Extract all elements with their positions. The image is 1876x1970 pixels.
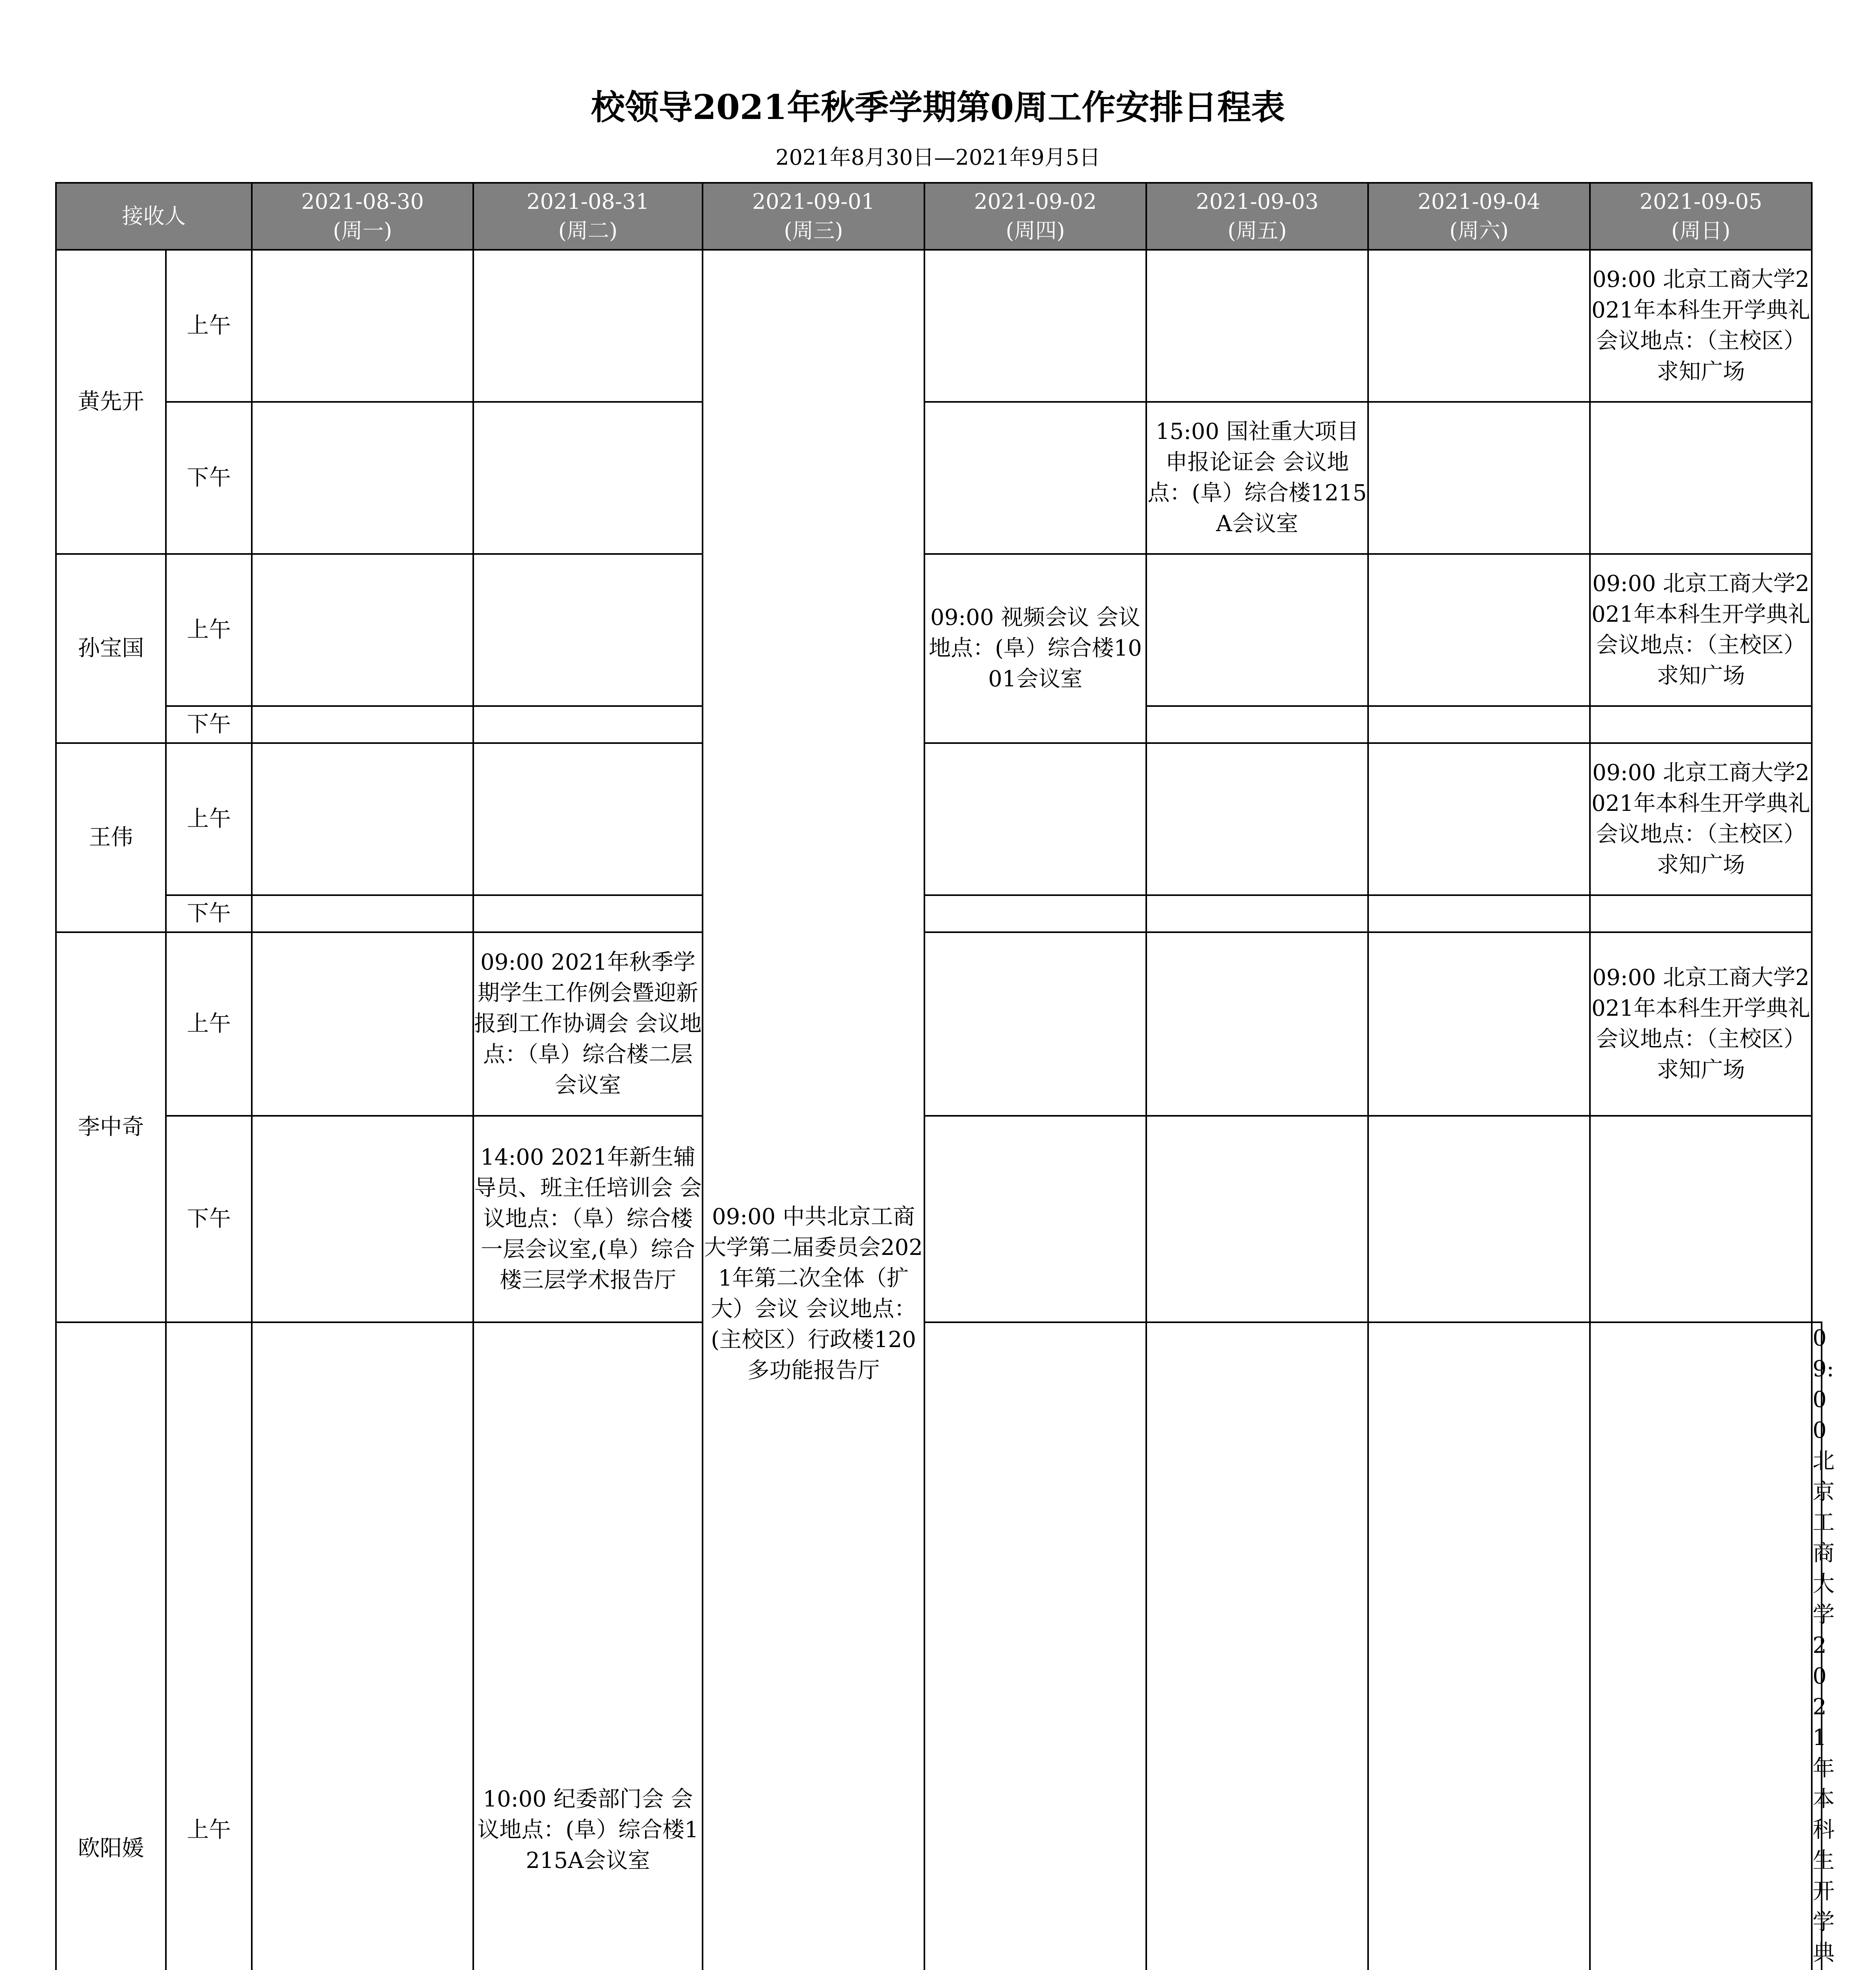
empty-cell [1146, 706, 1368, 743]
event-cell: 09:00 北京工商大学2021年本科生开学典礼 会议地点：（主校区）求知广场 [1590, 932, 1812, 1116]
schedule-row [56, 1116, 1822, 1322]
empty-cell [252, 932, 473, 1116]
event-cell: 15:00 国社重大项目申报论证会 会议地点：(阜）综合楼1215A会议室 [1146, 402, 1368, 554]
period-am: 上午 [166, 932, 252, 1116]
empty-cell [1590, 402, 1812, 554]
schedule-table [55, 182, 1835, 1970]
empty-cell [1146, 1116, 1368, 1322]
day-header: 2021-09-01 (周三) [703, 183, 924, 250]
empty-cell [1368, 932, 1590, 1116]
empty-cell [252, 706, 473, 743]
empty-cell [924, 932, 1146, 1116]
day-header: 2021-09-05 (周日) [1590, 183, 1812, 250]
date-range: 2021年8月30日—2021年9月5日 [775, 145, 1101, 170]
empty-cell [1368, 743, 1590, 895]
day-header: 2021-09-03 (周五) [1146, 183, 1368, 250]
empty-cell [252, 250, 473, 402]
empty-cell [252, 554, 473, 706]
day-header: 2021-09-04 (周六) [1368, 183, 1590, 250]
empty-cell [1590, 895, 1812, 932]
event-cell: 10:00 纪委部门会 会议地点：(阜）综合楼1215A会议室 [473, 1322, 703, 1970]
schedule-row [56, 554, 1822, 706]
event-cell: 09:00 北京工商大学2021年本科生开学典礼 会议地点：（主校区）求知广场 [1590, 743, 1812, 895]
person-name: 黄先开 [56, 250, 166, 554]
schedule-row [56, 743, 1822, 895]
event-cell: 09:00 北京工商大学2021年本科生开学典礼 会议地点：（主校区）求知广场 [1590, 250, 1812, 402]
empty-cell [1368, 706, 1590, 743]
event-cell: 09:00 2021年秋季学期学生工作例会暨迎新报到工作协调会 会议地点：（阜）综合楼二层会议室 [473, 932, 703, 1116]
empty-cell [252, 1322, 473, 1970]
empty-cell [252, 1116, 473, 1322]
period-am: 上午 [166, 1322, 252, 1970]
empty-cell [473, 743, 703, 895]
person-name: 欧阳媛 [56, 1322, 166, 1970]
day-header: 2021-08-30 (周一) [252, 183, 473, 250]
person-name: 王伟 [56, 743, 166, 932]
event-cell [924, 1322, 1146, 1970]
person-name: 李中奇 [56, 932, 166, 1322]
day-header: 2021-09-02 (周四) [924, 183, 1146, 250]
schedule-row [56, 1322, 1822, 1970]
period-pm: 下午 [166, 895, 252, 932]
empty-cell [252, 402, 473, 554]
empty-cell [1146, 250, 1368, 402]
event-cell: 14:00 2021年新生辅导员、班主任培训会 会议地点：（阜）综合楼一层会议室,(阜）综合楼三层学术报告厅 [473, 1116, 703, 1322]
empty-cell [1590, 1322, 1812, 1970]
schedule-row [56, 402, 1822, 554]
empty-cell [1146, 895, 1368, 932]
empty-cell [473, 895, 703, 932]
schedule-row [56, 250, 1822, 402]
empty-cell [924, 250, 1146, 402]
period-pm: 下午 [166, 706, 252, 743]
empty-cell [252, 743, 473, 895]
empty-cell [1146, 554, 1368, 706]
empty-cell [1146, 743, 1368, 895]
period-pm: 下午 [166, 402, 252, 554]
empty-cell [252, 895, 473, 932]
empty-cell [1368, 250, 1590, 402]
period-am: 上午 [166, 554, 252, 706]
empty-cell [1368, 1116, 1590, 1322]
day-header: 2021-08-31 (周二) [473, 183, 703, 250]
empty-cell [1590, 1116, 1812, 1322]
event-cell: 09:00 北京工商大学2021年本科生开学典 [1812, 1322, 1822, 1970]
schedule-row [56, 932, 1822, 1116]
event-cell: 09:00 视频会议 会议地点：(阜）综合楼1001会议室 [924, 554, 1146, 743]
empty-cell [924, 1116, 1146, 1322]
period-pm: 下午 [166, 1116, 252, 1322]
empty-cell [1146, 1322, 1368, 1970]
empty-cell [1368, 402, 1590, 554]
period-am: 上午 [166, 743, 252, 895]
empty-cell [473, 402, 703, 554]
header-row [56, 183, 1822, 250]
recipient-header: 接收人 [56, 183, 252, 250]
empty-cell [1368, 1322, 1590, 1970]
event-cell: 09:00 北京工商大学2021年本科生开学典礼 会议地点：（主校区）求知广场 [1590, 554, 1812, 706]
period-am: 上午 [166, 250, 252, 402]
schedule-row [56, 895, 1822, 932]
person-name: 孙宝国 [56, 554, 166, 743]
empty-cell [924, 895, 1146, 932]
empty-cell [473, 250, 703, 402]
empty-cell [1146, 932, 1368, 1116]
empty-cell [924, 743, 1146, 895]
empty-cell [924, 402, 1146, 554]
empty-cell [473, 706, 703, 743]
page-title: 校领导2021年秋季学期第0周工作安排日程表 [591, 87, 1285, 127]
empty-cell [473, 554, 703, 706]
empty-cell [1368, 895, 1590, 932]
event-cell: 09:00 中共北京工商大学第二届委员会2021年第二次全体（扩大）会议 会议地点：(主校区）行政楼120多功能报告厅 [703, 250, 924, 1970]
empty-cell [1368, 554, 1590, 706]
empty-cell [1590, 706, 1812, 743]
